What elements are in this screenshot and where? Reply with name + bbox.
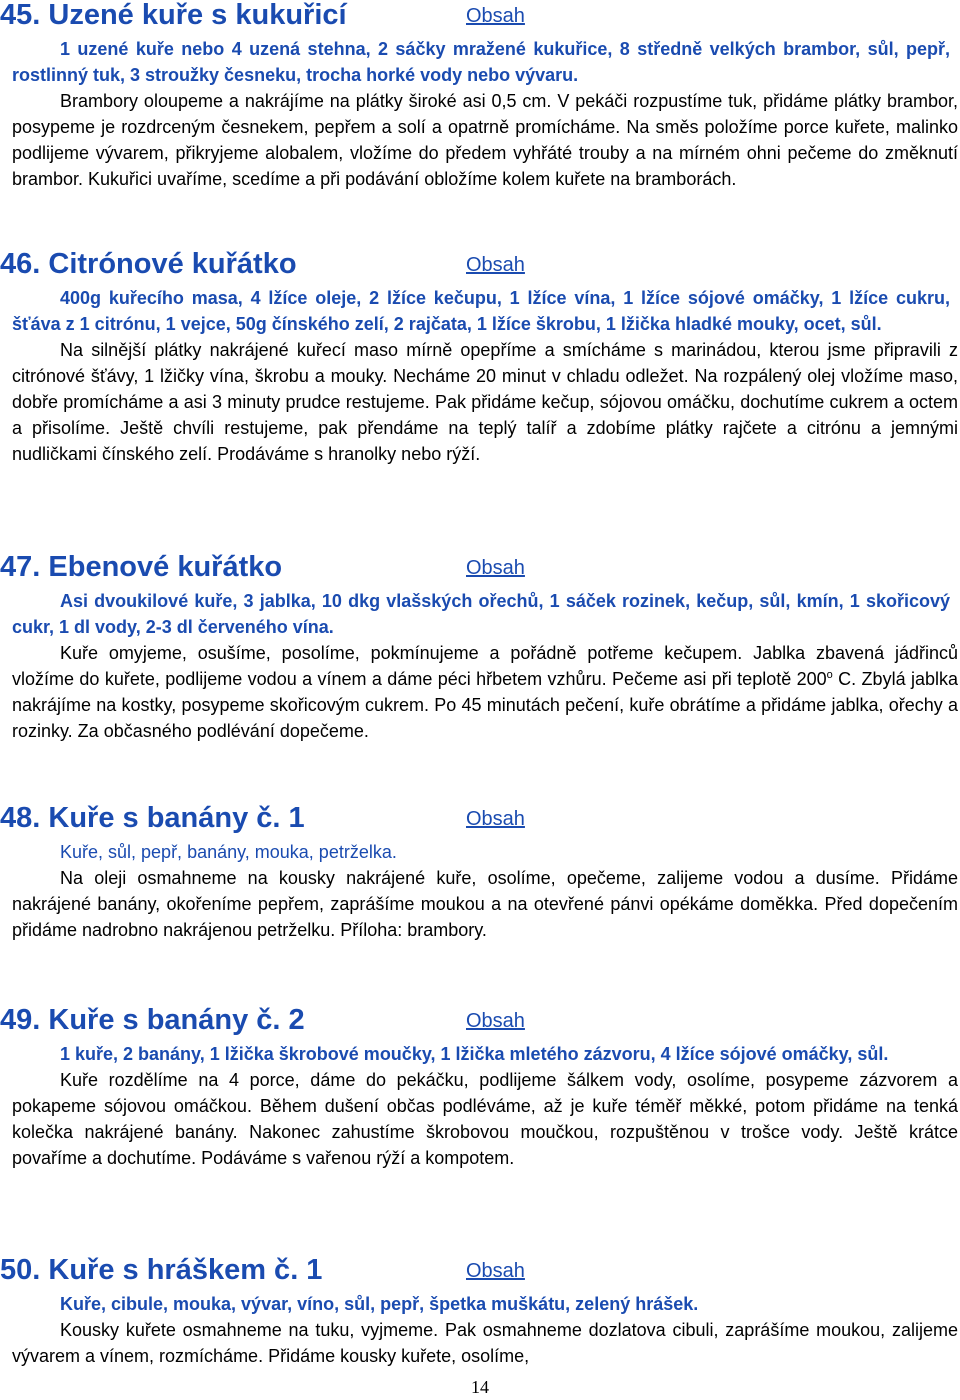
ingredients-list: Kuře, sůl, pepř, banány, mouka, petrželka. xyxy=(60,842,397,862)
recipe-heading xyxy=(0,550,960,588)
instructions-text: Kuře rozdělíme na 4 porce, dáme do pekáčku, podlijeme šálkem vody, osolíme, posypeme zázvorem a pokapeme sójovou omáčkou. Během dušení občas podléváme, až je kuře téměř měkké, potom přidáme na tenká kolečka nakrájené banány. Nakonec zahustíme škrobovou moučkou, rozpuštěnou v trošce vody. Ještě krátce povaříme a dochutíme. Podáváme s vařenou rýží a kompotem. xyxy=(12,1070,958,1168)
contents-link[interactable]: Obsah xyxy=(466,5,525,27)
recipe-heading xyxy=(0,0,960,36)
instructions-text: Brambory oloupeme a nakrájíme na plátky široké asi 0,5 cm. V pekáči rozpustíme tuk, přidáme plátky brambor, posypeme je rozdrceným česnekem, pepřem a solí a opatrně promícháme. Na směs položíme porce kuřete, malinko podlijeme vývarem, přikryjeme alobalem, vložíme do předem vyhřáté trouby a na mírném ohni pečeme do změknutí brambor. Kukuřici uvaříme, scedíme a při podávání obložíme kolem kuřete na bramborách. xyxy=(12,91,958,189)
recipe-name: Kuře s banány č. 2 xyxy=(48,1004,305,1036)
instructions-text: Na silnější plátky nakrájené kuřecí maso mírně opepříme a smícháme s marinádou, kterou jsme připravili z citrónové šťávy, 1 lžičky vína, škrobu a mouky. Necháme 20 minut v chladu odležet. Na rozpálený olej vložíme maso, dobře promícháme a asi 3 minuty prudce restujeme. Pak přidáme kečup, sójovou omáčku, dochutíme cukrem a octem a přisolíme. Ještě chvíli restujeme, pak přendáme na teplý talíř a zdobíme plátky rajčete a citrónu a jemnými nudličkami čínského zelí. Prodáváme s hranolky nebo rýží. xyxy=(12,340,958,464)
recipe-number: 47. xyxy=(0,551,41,583)
recipe-title xyxy=(0,247,297,281)
page-number: 14 xyxy=(471,1377,489,1397)
ingredients-list: 1 uzené kuře nebo 4 uzená stehna, 2 sáčky mražené kukuřice, 8 středně velkých brambor, sůl, pepř, rostlinný tuk, 3 stroužky česneku, trocha horké vody nebo vývaru. xyxy=(12,39,950,85)
recipe-title xyxy=(0,1253,322,1287)
recipe-title xyxy=(0,0,347,32)
recipe-heading xyxy=(0,247,960,285)
recipe-number: 50. xyxy=(0,1254,41,1286)
recipe-number: 45. xyxy=(0,0,41,31)
contents-link[interactable]: Obsah xyxy=(466,1260,525,1282)
recipe-title xyxy=(0,801,305,835)
recipe-46 xyxy=(0,247,960,467)
recipe-heading xyxy=(0,1003,960,1041)
recipe-48 xyxy=(0,801,960,943)
recipe-number: 46. xyxy=(0,248,41,280)
recipe-50 xyxy=(0,1253,960,1369)
recipe-title xyxy=(0,1003,305,1037)
recipe-title xyxy=(0,550,282,584)
instructions-text-part: C. Zbylá jablka nakrájíme na kostky, posypeme skořicovým cukrem. Po 45 minutách pečení, kuře obrátíme a přidáme jablka, ořechy a rozinky. Za občasného podlévání dopečeme. xyxy=(12,669,958,741)
recipe-45 xyxy=(0,0,960,192)
recipe-name: Uzené kuře s kukuřicí xyxy=(48,0,347,31)
instructions-text-part: Kuře omyjeme, osušíme, posolíme, pokmínujeme a pořádně potřeme kečupem. Jablka zbavená jádřinců vložíme do kuřete, podlijeme vodou a vínem a dáme péci hřbetem vzhůru. Pečeme asi při teplotě 200 xyxy=(12,643,958,689)
recipe-heading xyxy=(0,1253,960,1291)
recipe-heading xyxy=(0,801,960,839)
ingredients-list: Asi dvoukilové kuře, 3 jablka, 10 dkg vlašských ořechů, 1 sáček rozinek, kečup, sůl, kmín, 1 skořicový cukr, 1 dl vody, 2-3 dl červeného vína. xyxy=(12,591,950,637)
instructions-text xyxy=(0,640,960,744)
contents-link[interactable]: Obsah xyxy=(466,1010,525,1032)
instructions-text: Kousky kuřete osmahneme na tuku, vyjmeme. Pak osmahneme dozlatova cibuli, zaprášíme moukou, zalijeme vývarem a vínem, rozmícháme. Přidáme kousky kuřete, osolíme, xyxy=(12,1320,958,1366)
recipe-number: 49. xyxy=(0,1004,41,1036)
degree-superscript: o xyxy=(826,669,833,681)
ingredients-list: Kuře, cibule, mouka, vývar, víno, sůl, pepř, špetka muškátu, zelený hrášek. xyxy=(60,1294,699,1314)
recipe-name: Kuře s banány č. 1 xyxy=(48,802,305,834)
contents-link[interactable]: Obsah xyxy=(466,808,525,830)
recipe-name: Kuře s hráškem č. 1 xyxy=(48,1254,323,1286)
recipe-name: Ebenové kuřátko xyxy=(48,551,283,583)
instructions-text: Na oleji osmahneme na kousky nakrájené kuře, osolíme, opečeme, zalijeme vodou a dusíme. Přidáme nakrájené banány, okořeníme pepřem, zaprášíme moukou a na otevřené pánvi opékáme doměkka. Před dopečením přidáme nadrobno nakrájenou petrželku. Příloha: brambory. xyxy=(12,868,958,940)
recipe-number: 48. xyxy=(0,802,41,834)
recipe-49 xyxy=(0,1003,960,1171)
recipe-47 xyxy=(0,550,960,744)
contents-link[interactable]: Obsah xyxy=(466,254,525,276)
ingredients-list: 1 kuře, 2 banány, 1 lžička škrobové moučky, 1 lžička mletého zázvoru, 4 lžíce sójové omáčky, sůl. xyxy=(60,1044,889,1064)
recipe-name: Citrónové kuřátko xyxy=(48,248,297,280)
ingredients-list: 400g kuřecího masa, 4 lžíce oleje, 2 lžíce kečupu, 1 lžíce vína, 1 lžíce sójové omáčky, 1 lžíce cukru, šťáva z 1 citrónu, 1 vejce, 50g čínského zelí, 2 rajčata, 1 lžíce škrobu, 1 lžička hladké mouky, ocet, sůl. xyxy=(12,288,950,334)
contents-link[interactable]: Obsah xyxy=(466,557,525,579)
